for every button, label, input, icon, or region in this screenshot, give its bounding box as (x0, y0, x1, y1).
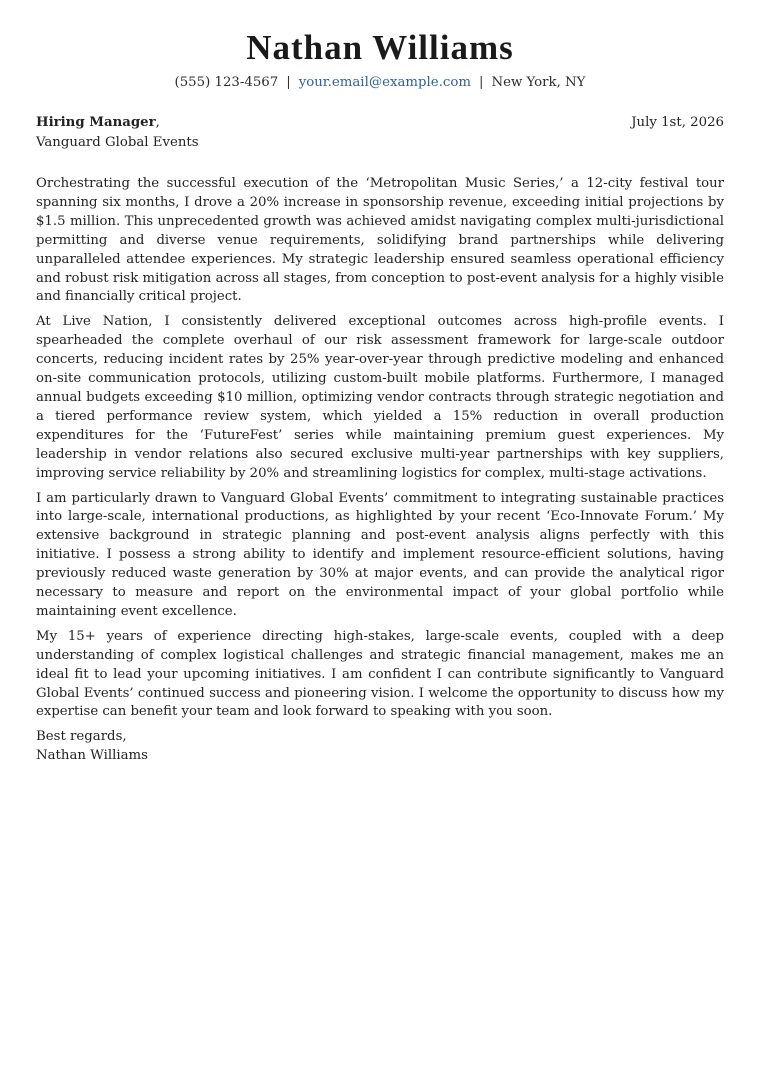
body-paragraph: At Live Nation, I consistently delivered exceptional outcomes across high-profile events. I spearheaded the complete overhaul of our risk assessment framework for large-scale outdoor concerts, reducing incident rates by 25% year-over-year through predictive modeling and enhanced on-site communication protocols, utilizing custom-built mobile platforms. Furthermore, I managed annual budgets exceeding $10 million, optimizing vendor contracts through strategic negotiation and a tiered performance review system, which yielded a 15% reduction in overall production expenditures for the ‘FutureFest’ series while maintaining premium guest experiences. My leadership in vendor relations also secured exclusive multi-year partnerships with key suppliers, improving service reliability by 20% and streamlining logistics for complex, multi-stage activations. (36, 314, 724, 481)
contact-separator: | (286, 75, 291, 90)
letter-body (36, 175, 724, 722)
salutation-suffix: , (155, 115, 160, 130)
contact-separator: | (478, 75, 484, 90)
location: New York, NY (491, 75, 586, 90)
body-paragraph: I am particularly drawn to Vanguard Global Events’ commitment to integrating sustainable practices into large-scale, international productions, as highlighted by your recent ‘Eco-Innovate Forum.’ My extensive background in strategic planning and post-event analysis aligns perfectly with this initiative. I possess a strong ability to identify and implement resource-efficient solutions, having previously reduced waste generation by 30% at major events, and can provide the analytical rigor necessary to measure and report on the environmental impact of your global portfolio while maintaining event excellence. (36, 490, 724, 619)
salutation (36, 114, 160, 132)
body-paragraph: Orchestrating the successful execution of the ‘Metropolitan Music Series,’ a 12-city festival tour spanning six months, I drove a 20% increase in sponsorship revenue, exceeding initial projections by $1.5 million. This unprecedented growth was achieved amidst navigating complex multi-jurisdictional permitting and diverse venue requirements, solidifying brand partnerships while delivering unparalleled attendee experiences. My strategic leadership ensured seamless operational efficiency and robust risk mitigation across all stages, from conception to post-event analysis for a highly visible and financially critical project. (36, 176, 724, 305)
recipient-company: Vanguard Global Events (36, 135, 199, 150)
recipient-name: Hiring Manager (36, 115, 156, 130)
recipient-date-row (36, 114, 724, 132)
body-paragraph: My 15+ years of experience directing high-stakes, large-scale events, coupled with a deep understanding of complex logistical challenges and strategic financial management, makes me an ideal fit to lead your upcoming initiatives. I am confident I can contribute significantly to Vanguard Global Events’ continued success and pioneering vision. I welcome the opportunity to discuss how my expertise can benefit your team and look forward to speaking with you soon. (36, 628, 724, 720)
letter-date: July 1st, 2026 (631, 115, 724, 130)
sign-off: Best regards, (36, 729, 127, 745)
letter-closing (36, 728, 724, 766)
phone-number: (555) 123-4567 (174, 75, 279, 90)
contact-line (36, 74, 724, 92)
email-link[interactable]: your.email@example.com (298, 75, 471, 90)
applicant-name: Nathan Williams (246, 28, 514, 67)
signature-name: Nathan Williams (36, 748, 148, 764)
